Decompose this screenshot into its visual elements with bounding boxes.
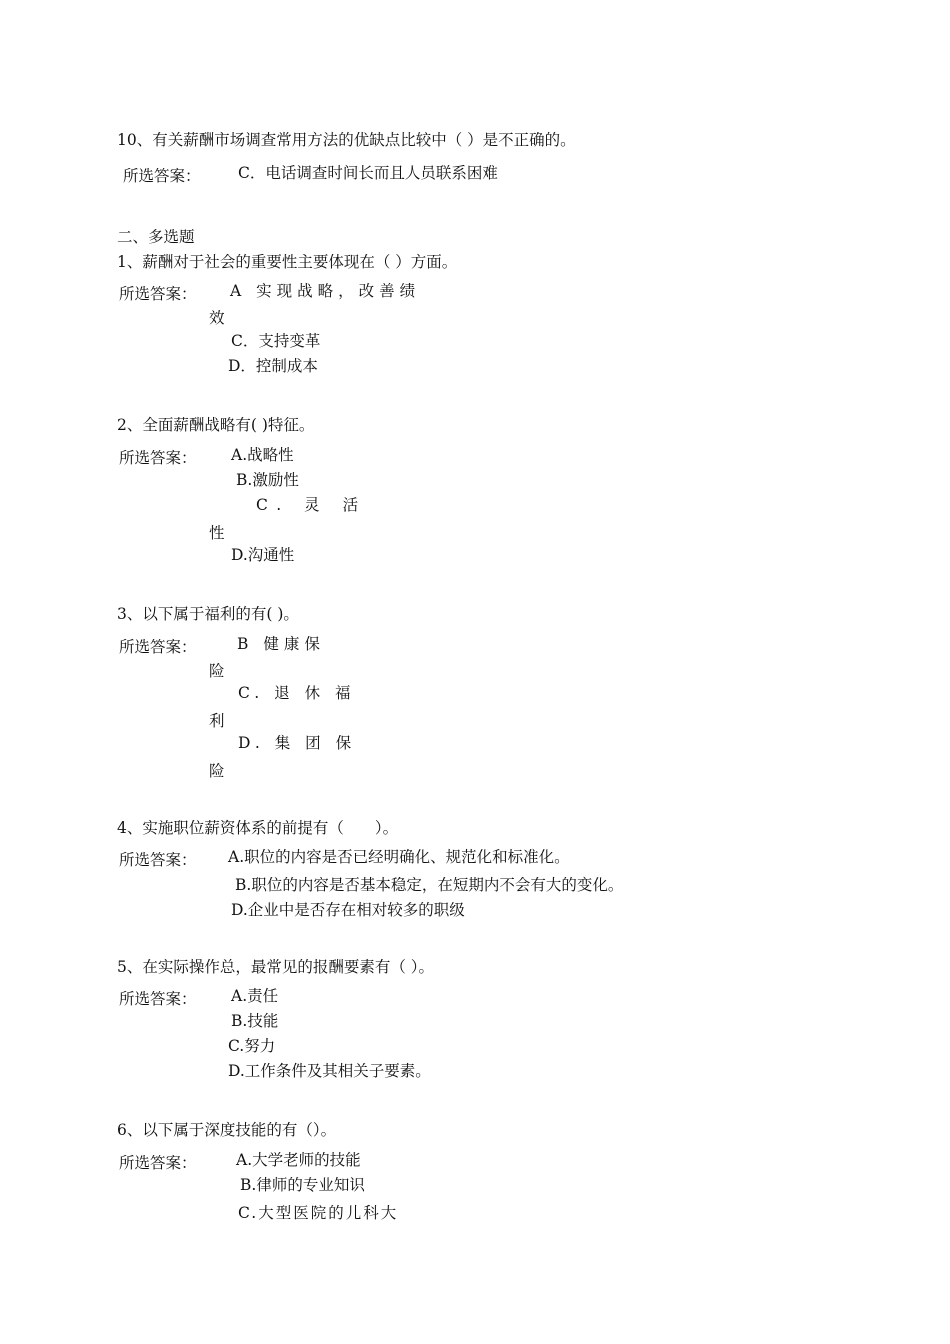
m1-answer-a-wrap: 效: [209, 309, 225, 327]
m2-answer-label: 所选答案：: [119, 449, 197, 467]
m2-answer-b: B.激励性: [236, 471, 299, 489]
m4-answer-d: D.企业中是否存在相对较多的职级: [231, 901, 465, 919]
q10-answer: C．电话调查时间长而且人员联系困难: [238, 164, 498, 182]
m3-answer-c-wrap: 利: [209, 712, 225, 730]
m1-question: 1、薪酬对于社会的重要性主要体现在（ ）方面。: [117, 253, 458, 271]
m3-answer-label: 所选答案：: [119, 638, 197, 656]
section-title: 二、多选题: [117, 228, 195, 246]
m6-answer-b: B.律师的专业知识: [240, 1176, 365, 1194]
m5-answer-c: C.努力: [228, 1037, 276, 1055]
m4-answer-b: B.职位的内容是否基本稳定，在短期内不会有大的变化。: [235, 876, 624, 894]
q10-answer-label: 所选答案：: [123, 167, 201, 185]
m3-answer-b-wrap: 险: [209, 662, 225, 680]
m4-question: 4、实施职位薪资体系的前提有（ ）。: [117, 819, 399, 837]
m5-answer-d: D.工作条件及其相关子要素。: [228, 1062, 431, 1080]
m2-answer-d: D.沟通性: [231, 546, 295, 564]
m3-answer-b: B 健康保: [237, 635, 325, 653]
m4-answer-a: A.职位的内容是否已经明确化、规范化和标准化。: [228, 848, 570, 866]
m6-answer-c: C.大型医院的儿科大: [238, 1204, 399, 1222]
m6-answer-label: 所选答案：: [119, 1154, 197, 1172]
m5-question: 5、在实际操作总，最常见的报酬要素有（ ）。: [117, 958, 435, 976]
m2-answer-c: C. 灵 活: [256, 496, 368, 514]
m6-answer-a: A.大学老师的技能: [236, 1151, 361, 1169]
m1-answer-c: C．支持变革: [231, 332, 321, 350]
m3-answer-d-wrap: 险: [209, 762, 225, 780]
m5-answer-b: B.技能: [231, 1012, 279, 1030]
m4-answer-label: 所选答案：: [119, 851, 197, 869]
m2-answer-a: A.战略性: [231, 446, 294, 464]
m1-answer-d: D．控制成本: [228, 357, 318, 375]
m3-answer-c: C. 退 休 福: [238, 684, 356, 702]
m6-question: 6、以下属于深度技能的有（）。: [117, 1121, 337, 1139]
m3-question: 3、以下属于福利的有( )。: [117, 605, 299, 623]
m3-answer-d: D. 集 团 保: [238, 734, 357, 752]
m1-answer-a: A 实现战略，改善绩: [230, 282, 421, 300]
q10-question: 10、有关薪酬市场调查常用方法的优缺点比较中（ ）是不正确的。: [117, 131, 576, 149]
m5-answer-label: 所选答案：: [119, 990, 197, 1008]
m5-answer-a: A.责任: [231, 987, 279, 1005]
m2-question: 2、全面薪酬战略有( )特征。: [117, 416, 315, 434]
m2-answer-c-wrap: 性: [209, 524, 225, 542]
m1-answer-label: 所选答案：: [119, 285, 197, 303]
